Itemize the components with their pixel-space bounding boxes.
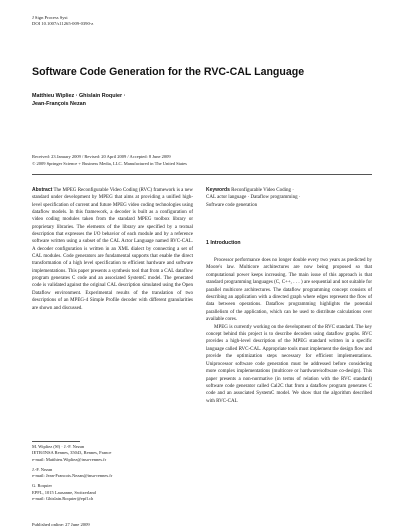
introduction-body <box>206 257 372 405</box>
author-line-2: Jean-François Nezan <box>32 101 86 107</box>
affiliation-wipliez <box>32 444 193 463</box>
journal-header <box>32 15 93 27</box>
published-online-date: Published online: 27 June 2009 <box>32 522 90 527</box>
affiliation-institution: EPFL, 1015 Lausanne, Switzerland <box>32 489 96 495</box>
author-line-1: Matthieu Wipliez · Ghislain Roquier · <box>32 93 126 99</box>
keywords-line-1: Reconfigurable Video Coding · <box>231 188 294 193</box>
paper-title: Software Code Generation for the RVC-CAL Language <box>32 66 305 78</box>
abstract-label: Abstract <box>32 187 53 193</box>
section-heading-introduction: 1 Introduction <box>206 240 241 246</box>
affiliation-email: e-mail: Ghislain.Roquier@epfl.ch <box>32 496 94 502</box>
copyright-notice: © 2009 Springer Science + Business Media, LLC. Manufactured in The United States <box>32 160 187 166</box>
affiliation-email: e-mail: Matthieu.Wipliez@insa-rennes.fr <box>32 456 107 462</box>
affiliation-names: M. Wipliez (✉) · J.-F. Nezan <box>32 444 85 449</box>
header-divider <box>32 174 372 175</box>
affiliation-email: e-mail: Jean-Francois.Nezan@insa-rennes.fr <box>32 473 113 479</box>
keywords-line-3: Software code generation <box>206 202 258 208</box>
affiliation-nezan <box>32 467 193 480</box>
affiliation-names: J.-F. Nezan <box>32 466 53 472</box>
keywords-label: Keywords <box>206 187 230 193</box>
author-list <box>32 92 232 108</box>
keywords <box>206 187 372 209</box>
affiliations <box>32 444 193 506</box>
journal-doi: DOI 10.1007/s11265-009-0390-z <box>32 21 94 26</box>
publication-history <box>32 154 372 167</box>
intro-paragraph-1: Processor performance does no longer double every two years as predicted by Moore's law. Multicore architectures are now being proposed so that computational power keeps increasing. The main issue of this approach is that standard programming languages (C, C++, . . . ) are sequential and not suitable for parallel multicore architectures. The dataflow programming concept consists of describing an application with a directed graph where edges represent the flow of data between operations. Dataflow programming highlights the potential parallelism of the application, which can be used to distribute calculations over available cores. <box>206 258 372 323</box>
affiliation-institution: IETR/INSA Rennes, 35043, Rennes, France <box>32 450 112 456</box>
abstract-text: The MPEG Reconfigurable Video Coding (RVC) framework is a new standard under development by MPEG that aims at providing a unified high-level specification of current and future MPEG video coding technologies using dataflow models. In this framework, a decoder is built as a configuration of video coding modules taken from the standard MPEG toolbox library or proprietary libraries. The elements of the library are specified by a textual description that expresses the I/O behavior of each module and by a reference software written using a subset of the CAL Actor Language named RVC-CAL. A decoder configuration is written in an XML dialect by connecting a set of CAL modules. Code generators are fundamental supports that enable the direct transformation of a high level specification to efficient hardware and software implementations. This paper presents a synthesis tool that from a CAL dataflow program generates C code and an associated SystemC model. The generated code is validated against the original CAL description simulated using the Open Dataflow environment. Experimental results of the translation of two descriptions of an MPEG-4 Simple Profile decoder with different granularities are shown and discussed. <box>32 188 193 311</box>
affiliation-names: G. Roquier <box>32 483 52 489</box>
received-dates: Received: 23 January 2009 / Revised: 20 April 2009 / Accepted: 8 June 2009 <box>32 154 171 159</box>
abstract <box>32 187 193 312</box>
journal-name: J Sign Process Syst <box>32 15 68 20</box>
intro-paragraph-2: MPEG is currently working on the development of the RVC standard. The key concept behind this project is to describe decoders using dataflow graphs. RVC provides a high-level description of the MPEG standard written in a specific language called RVC-CAL. Appropriate tools must implement the design flow and provide the optimization steps necessary for efficient implementations. Uniprocessor software code generation must be addressed before considering more complex implementations (multicore or hardware/software co-design). This paper presents a non-normative (in terms of relation with the RVC standard) software code generator called Cal2C that from a dataflow program generates C code and an associated SystemC model. We show that the algorithm described with RVC-CAL <box>206 324 372 404</box>
affiliation-roquier <box>32 483 193 502</box>
keywords-line-2: CAL actor language · Dataflow programming · <box>206 195 301 201</box>
footnote-divider <box>32 441 80 442</box>
